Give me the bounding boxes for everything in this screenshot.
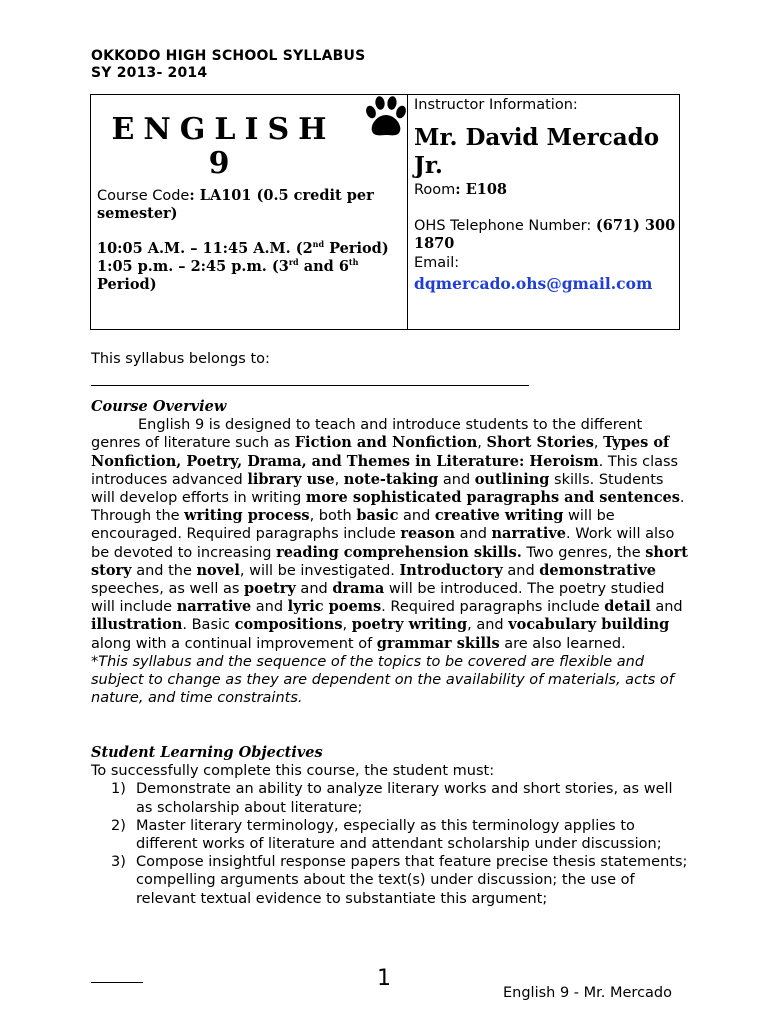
course-title-line1: ENGLISH	[111, 112, 336, 147]
course-overview-paragraph: English 9 is designed to teach and introduce students to the different genres of literature such as Fiction and Nonfiction, Short Stories, Types of Nonfiction, Poetry, Drama, and Themes in Literature: Heroism. This class introduces advanced library use, note-taking and outlining skills. Students will develop efforts in writing more sophisticated paragraphs and sentences. Through the writing process, both basic and creative writing will be encouraged. Required paragraphs include reason and narrative. Work will also be devoted to increasing reading comprehension skills. Two genres, the short story and the novel, will be investigated. Introductory and demonstrative speeches, as well as poetry and drama will be introduced. The poetry studied will include narrative and lyric poems. Required paragraphs include detail and illustration. Basic compositions, poetry writing, and vocabulary building along with a continual improvement of grammar skills are also learned.	[91, 417, 688, 652]
course-title	[91, 113, 356, 181]
email-link[interactable]: dqmercado.ohs@gmail.com	[414, 274, 653, 293]
list-item: 2) Master literary terminology, especially as this terminology applies to different works of literature and attendant scholarship under discussion;	[111, 817, 662, 853]
objectives-list	[91, 780, 691, 907]
learning-objectives-heading: Student Learning Objectives	[91, 744, 323, 761]
course-overview-section	[91, 398, 691, 707]
course-code-label: Course Code	[97, 188, 190, 204]
course-schedule	[97, 240, 402, 294]
paw-print-icon	[363, 95, 409, 141]
course-info-table	[90, 94, 680, 330]
course-info-cell	[91, 95, 408, 329]
course-title-line2: 9	[208, 146, 239, 181]
learning-objectives-section	[91, 744, 691, 908]
footer-rule	[91, 982, 143, 983]
footer-text: English 9 - Mr. Mercado	[503, 985, 673, 1001]
telephone-number: OHS Telephone Number: (671) 300 1870	[414, 217, 676, 252]
instructor-info-cell	[408, 95, 679, 329]
school-year: SY 2013- 2014	[91, 65, 208, 81]
room-number: Room: E108	[414, 181, 508, 198]
course-code	[97, 187, 402, 223]
course-code-value: : LA101 (0.5 credit per semester)	[97, 187, 374, 222]
instructor-name: Mr. David Mercado Jr.	[414, 124, 660, 179]
syllabus-flexibility-note: *This syllabus and the sequence of the topics to be covered are flexible and subject to change as they are dependent on the availability of materials, acts of nature, and time constraints.	[91, 653, 674, 707]
owner-name-blank-line[interactable]	[91, 385, 529, 386]
document-header	[91, 48, 365, 82]
page-number: 1	[377, 966, 391, 991]
email-label: Email:	[414, 255, 460, 271]
list-item: 1) Demonstrate an ability to analyze literary works and short stories, as well as scholarship about literature;	[111, 781, 673, 816]
syllabus-owner-label: This syllabus belongs to:	[91, 351, 270, 367]
schedule-period-3-6: 1:05 p.m. – 2:45 p.m. (3rd and 6th Period)	[97, 257, 359, 293]
course-overview-heading: Course Overview	[91, 398, 227, 415]
learning-objectives-intro: To successfully complete this course, the student must:	[91, 763, 495, 780]
list-item: 3) Compose insightful response papers that feature precise thesis statements; compelling arguments about the text(s) under discussion; the use of relevant textual evidence to substantiate this argument;	[111, 854, 688, 907]
instructor-info-label: Instructor Information:	[414, 97, 578, 113]
school-title: OKKODO HIGH SCHOOL SYLLABUS	[91, 48, 366, 64]
schedule-period-2: 10:05 A.M. – 11:45 A.M. (2nd Period)	[97, 239, 389, 257]
